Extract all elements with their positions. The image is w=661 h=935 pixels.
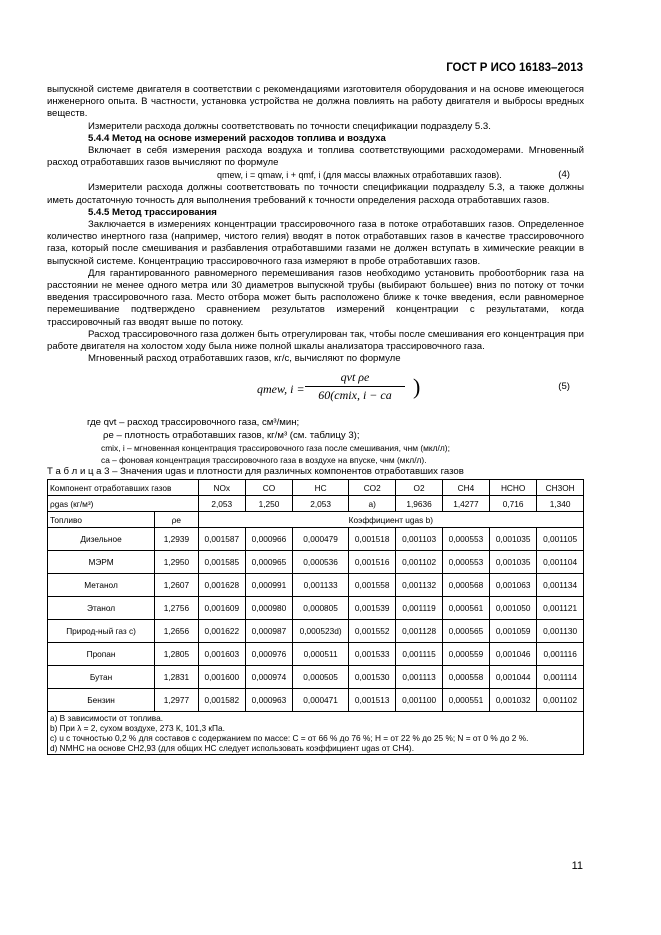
coefficient-cell: 0,000505 (293, 666, 349, 689)
coefficient-cell: 0,001059 (490, 620, 537, 643)
coefficient-cell: 0,001603 (198, 643, 245, 666)
coefficient-cell: 0,001518 (349, 528, 396, 551)
density-cell: 2,053 (198, 496, 245, 512)
coefficient-cell: 0,000568 (442, 574, 489, 597)
footnotes (48, 712, 584, 755)
coefficient-cell: 0,001046 (490, 643, 537, 666)
fuel-cell: Метанол (48, 574, 155, 597)
fuel-cell: МЭРМ (48, 551, 155, 574)
rhoe-cell: 1,2977 (155, 689, 199, 712)
footnotes-row (48, 712, 584, 755)
coefficient-cell: 0,000553 (442, 528, 489, 551)
coefficient-cell: 0,001063 (490, 574, 537, 597)
paragraph: Для гарантированного равномерного перемешивания газов необходимо установить пробоотборник газа на расстоянии не менее одного метра или 30 диаметров выпускной трубы (выбирают большее) вниз по потоку от точки введения трассировочного газа. Место отбора может быть расположено ближе к точке введения, если равномерное перемешивание подтверждено сравнением результатов измерений концентрации с результатами, когда трассировочный газ вводят выше по потоку. (47, 267, 584, 328)
document-body (47, 84, 584, 755)
document-header: ГОСТ Р ИСО 16183–2013 (446, 62, 583, 74)
coefficient-cell: 0,000479 (293, 528, 349, 551)
formula-5-lhs: qmew, i = (257, 382, 305, 397)
coefficient-cell: 0,001628 (198, 574, 245, 597)
footnote: d) NMHC на основе CH2,93 (для общих НС следует использовать коэффициент ugas от CH4). (50, 743, 414, 754)
component-cell: O2 (396, 480, 443, 496)
coefficient-cell: 0,001103 (396, 528, 443, 551)
paragraph: выпускной системе двигателя в соответствии с рекомендациями изготовителя оборудования и на основе имеющегося инженерного опыта. В частности, установка устройства не должна повлиять на работу двигателя и выбросы вредных веществ. (47, 84, 584, 120)
where-line: ρe – плотность отработавших газов, кг/м³ (см. таблицу 3); (103, 429, 360, 441)
component-cell: HCHO (490, 480, 537, 496)
coefficient-cell: 0,001035 (490, 528, 537, 551)
coefficient-cell: 0,001035 (490, 551, 537, 574)
coefficient-cell: 0,001513 (349, 689, 396, 712)
component-cell: CO (245, 480, 292, 496)
table-row (48, 666, 584, 689)
rhoe-cell: 1,2756 (155, 597, 199, 620)
coefficient-cell: 0,000965 (245, 551, 292, 574)
fuel-cell: Природ-ный газ c) (48, 620, 155, 643)
table-row (48, 597, 584, 620)
coefficient-cell: 0,000559 (442, 643, 489, 666)
rhoe-cell: 1,2656 (155, 620, 199, 643)
section-heading: 5.4.5 Метод трассирования (88, 206, 217, 218)
coefficient-cell: 0,001133 (293, 574, 349, 597)
paragraph: Включает в себя измерения расхода воздуха и топлива соответствующими расходомерами. Мгновенный расход отработавших газов вычисляют по формуле (47, 145, 584, 169)
paragraph: Измерители расхода должны соответствовать по точности спецификации подразделу 5.3. (88, 120, 491, 132)
coefficient-cell: 0,000991 (245, 574, 292, 597)
component-cell: HC (293, 480, 349, 496)
table-header-row (48, 480, 584, 496)
coefficient-cell: 0,000561 (442, 597, 489, 620)
paragraph: Расход трассировочного газа должен быть отрегулирован так, чтобы после смешивания его концентрация при работе двигателя на холостом ходу была ниже полной шкалы анализатора трассировочного газа. (47, 328, 584, 353)
component-cell: CH3OH (537, 480, 584, 496)
density-cell: 1,340 (537, 496, 584, 512)
coefficient-cell: 0,001585 (198, 551, 245, 574)
coefficient-cell: 0,001539 (349, 597, 396, 620)
footnote: b) При λ = 2, сухом воздухе, 273 К, 101,3 кПа. (50, 723, 225, 734)
density-row (48, 496, 584, 512)
component-cell: CO2 (349, 480, 396, 496)
density-cell: 1,9636 (396, 496, 443, 512)
rhoe-label: ρe (155, 512, 199, 528)
formula-4 (47, 169, 584, 182)
where-line: cmix, i – мгновенная концентрация трассировочного газа после смешивания, чнм (мкл/л); (101, 442, 450, 453)
density-cell: a) (349, 496, 396, 512)
coefficient-cell: 0,001114 (537, 666, 584, 689)
section-heading: 5.4.4 Метод на основе измерений расходов топлива и воздуха (88, 132, 386, 144)
coefficient-cell: 0,001100 (396, 689, 443, 712)
formula-5-numerator: qvt ρe (340, 370, 370, 385)
coefficient-cell: 0,001558 (349, 574, 396, 597)
coefficient-cell: 0,000511 (293, 643, 349, 666)
coefficient-cell: 0,001582 (198, 689, 245, 712)
table-row (48, 643, 584, 666)
table-row (48, 528, 584, 551)
rhoe-cell: 1,2831 (155, 666, 199, 689)
formula-4-number: (4) (558, 169, 570, 181)
coefficient-cell: 0,001102 (396, 551, 443, 574)
paragraph: Измерители расхода должны соответствовать по точности спецификации подразделу 5.3, а также должны иметь достаточную точность для выполнения требований к точности определения расхода отработавших газов. (47, 182, 584, 206)
formula-5-paren: ) (413, 374, 421, 400)
table-row (48, 551, 584, 574)
component-label: Компонент отработавших газов (48, 480, 199, 496)
coefficient-cell: 0,001132 (396, 574, 443, 597)
coefficient-cell: 0,001134 (537, 574, 584, 597)
paragraph: Мгновенный расход отработавших газов, кг/с, вычисляют по формуле (88, 353, 401, 365)
coefficient-cell: 0,001113 (396, 666, 443, 689)
rhoe-cell: 1,2805 (155, 643, 199, 666)
coefficient-cell: 0,000963 (245, 689, 292, 712)
coefficient-cell: 0,001516 (349, 551, 396, 574)
where-line: где qvt – расход трассировочного газа, см³/мин; (87, 417, 300, 429)
formula-4-text: qmew, i = qmaw, i + qmf, i (для массы влажных отработавших газов). (217, 170, 502, 181)
coefficient-cell: 0,001530 (349, 666, 396, 689)
coefficient-cell: 0,000523d) (293, 620, 349, 643)
footnote: c) u с точностью 0,2 % для составов с содержанием по массе: С = от 66 % до 76 %; Н = от 22 % до 25 %; N = от 0 % до 2 %. (50, 733, 529, 744)
fuel-cell: Этанол (48, 597, 155, 620)
coefficient-cell: 0,001533 (349, 643, 396, 666)
coefficient-cell: 0,001050 (490, 597, 537, 620)
table-row (48, 574, 584, 597)
coefficient-cell: 0,001121 (537, 597, 584, 620)
density-cell: 1,4277 (442, 496, 489, 512)
density-cell: 1,250 (245, 496, 292, 512)
paragraph: Заключается в измерениях концентрации трассировочного газа в потоке отработавших газов. Определенное количество инертного газа (например, чистого гелия) вводят в поток отработавших газов в качестве трассировочного газа, который после смешивания и разбавления отработавшими газами не должен вступать в химические реакции в выпускной системе. Концентрацию трассировочного газа измеряют в пробе отработавших газов. (47, 219, 584, 267)
coefficient-cell: 0,000536 (293, 551, 349, 574)
coefficient-cell: 0,001102 (537, 689, 584, 712)
coefficient-cell: 0,001128 (396, 620, 443, 643)
fraction-bar (305, 386, 405, 387)
fuel-cell: Дизельное (48, 528, 155, 551)
coefficient-cell: 0,001130 (537, 620, 584, 643)
density-cell: 2,053 (293, 496, 349, 512)
coefficient-cell: 0,000980 (245, 597, 292, 620)
fuel-header-row (48, 512, 584, 528)
coefficient-cell: 0,001552 (349, 620, 396, 643)
coefficient-cell: 0,000471 (293, 689, 349, 712)
rhoe-cell: 1,2607 (155, 574, 199, 597)
coefficient-cell: 0,000551 (442, 689, 489, 712)
formula-5 (47, 367, 584, 417)
coefficient-cell: 0,001104 (537, 551, 584, 574)
fuel-cell: Пропан (48, 643, 155, 666)
coefficient-cell: 0,001622 (198, 620, 245, 643)
fuel-cell: Бутан (48, 666, 155, 689)
fuel-cell: Бензин (48, 689, 155, 712)
where-line: ca – фоновая концентрация трассировочного газа в воздухе на впуске, чнм (мкл/л). (101, 455, 427, 466)
coefficient-cell: 0,001609 (198, 597, 245, 620)
coefficient-cell: 0,000987 (245, 620, 292, 643)
formula-5-number: (5) (558, 381, 570, 393)
coefficient-cell: 0,001600 (198, 666, 245, 689)
component-cell: NOx (198, 480, 245, 496)
coefficient-cell: 0,001119 (396, 597, 443, 620)
formula-5-denominator: 60(cmix, i − ca (318, 387, 392, 402)
values-table (47, 479, 584, 755)
rhoe-cell: 1,2950 (155, 551, 199, 574)
coefficient-cell: 0,001116 (537, 643, 584, 666)
coefficient-cell: 0,000565 (442, 620, 489, 643)
coefficient-cell: 0,000558 (442, 666, 489, 689)
rhoe-cell: 1,2939 (155, 528, 199, 551)
coefficient-cell: 0,001032 (490, 689, 537, 712)
coefficient-cell: 0,001115 (396, 643, 443, 666)
coefficient-label: Коэффициент ugas b) (198, 512, 583, 528)
coefficient-cell: 0,001105 (537, 528, 584, 551)
coefficient-cell: 0,000976 (245, 643, 292, 666)
table-row (48, 689, 584, 712)
coefficient-cell: 0,000974 (245, 666, 292, 689)
coefficient-cell: 0,000553 (442, 551, 489, 574)
table-caption: Т а б л и ц а 3 – Значения ugas и плотности для различных компонентов отработавших газов (47, 466, 464, 478)
table-row (48, 620, 584, 643)
fuel-label: Топливо (48, 512, 155, 528)
formula-5-fraction (305, 371, 405, 400)
coefficient-cell: 0,001044 (490, 666, 537, 689)
component-cell: CH4 (442, 480, 489, 496)
coefficient-cell: 0,000805 (293, 597, 349, 620)
density-label: ρgas (кг/м³) (48, 496, 199, 512)
coefficient-cell: 0,001587 (198, 528, 245, 551)
coefficient-cell: 0,000966 (245, 528, 292, 551)
density-cell: 0,716 (490, 496, 537, 512)
footnote: a) В зависимости от топлива. (50, 713, 164, 724)
page-number: 11 (571, 860, 583, 872)
